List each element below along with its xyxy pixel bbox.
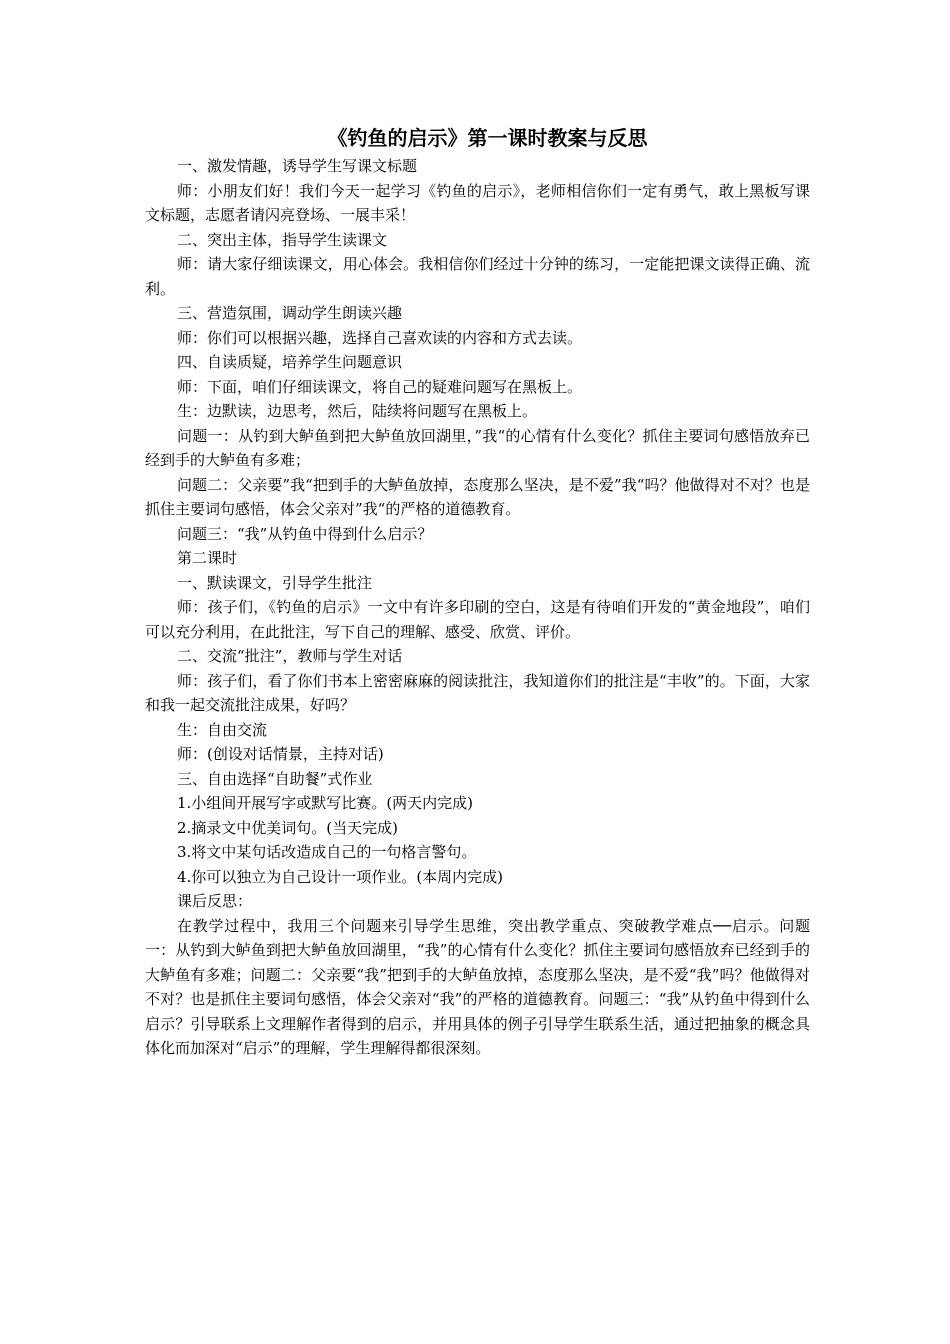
paragraph: 生：自由交流 [177, 720, 268, 739]
question-paragraph: 问题二：父亲要”我“把到手的大鲈鱼放掉，态度那么坚决，是不爱”我“吗？他做得对不对？也是抓住主要词句感悟，体会父亲对”我“的严格的道德教育。 [145, 475, 810, 518]
paragraph: 生：边默读，边思考，然后，陆续将问题写在黑板上。 [177, 402, 538, 420]
section-heading: 一、默读课文，引导学生批注 [177, 573, 373, 592]
section-heading: 二、交流“批注”，教师与学生对话 [177, 647, 403, 665]
paragraph: 师：孩子们，看了你们书本上密密麻麻的阅读批注，我知道你们的批注是“丰收”的。下面，大家和我一起交流批注成果，好吗？ [145, 671, 810, 714]
list-item: 2.摘录文中优美词句。(当天完成) [177, 818, 399, 837]
reflection-heading: 课后反思： [177, 892, 253, 910]
document-title: 《钓鱼的启示》第一课时教案与反思 [327, 126, 648, 150]
paragraph: 师：孩子们，《钓鱼的启示》一文中有许多印刷的空白，这是有待咱们开发的“黄金地段”，咱们可以充分利用，在此批注，写下自己的理解、感受、欣赏、评价。 [145, 598, 810, 641]
question-paragraph: 问题一：从钓到大鲈鱼到把大鲈鱼放回湖里，”我“的心情有什么变化？抓住主要词句感悟放弃已经到手的大鲈鱼有多难； [145, 426, 810, 469]
question-paragraph: 问题三：“我”从钓鱼中得到什么启示？ [177, 524, 433, 543]
paragraph: 师：请大家仔细读课文，用心体会。我相信你们经过十分钟的练习，一定能把课文读得正确、流利。 [145, 255, 810, 298]
section-heading: 二、突出主体，指导学生读课文 [177, 230, 388, 249]
lesson-heading: 第二课时 [177, 549, 238, 567]
list-item: 1.小组间开展写字或默写比赛。(两天内完成) [177, 794, 474, 812]
reflection-paragraph: 在教学过程中，我用三个问题来引导学生思维，突出教学重点、突破教学难点──启示。问题一：从钓到大鲈鱼到把大鲈鱼放回湖里，“我”的心情有什么变化？抓住主要词句感悟放弃已经到手的大鲈鱼有多难；问题二：父亲要“我”把到手的大鲈鱼放掉，态度那么坚决，是不爱“我”吗？他做得对不对？也是抓住主要词句感悟，体会父亲对“我”的严格的道德教育。问题三：“我”从钓鱼中得到什么启示？引导联系上文理解作者得到的启示，并用具体的例子引导学生联系生活，通过把抽象的概念具体化而加深对“启示”的理解，学生理解得都很深刻。 [145, 916, 810, 1057]
paragraph: 师：小朋友们好！我们今天一起学习《钓鱼的启示》，老师相信你们一定有勇气，敢上黑板写课文标题，志愿者请闪亮登场、一展丰采！ [145, 181, 810, 224]
document-page [145, 124, 810, 1061]
list-item: 4.你可以独立为自己设计一项作业。(本周内完成) [177, 867, 504, 886]
list-item: 3.将文中某句话改造成自己的一句格言警句。 [177, 843, 477, 861]
section-heading: 一、激发情趣，诱导学生写课文标题 [177, 157, 418, 175]
paragraph: 师：下面，咱们仔细读课文，将自己的疑难问题写在黑板上。 [177, 377, 583, 396]
section-heading: 三、营造氛围，调动学生朗读兴趣 [177, 304, 403, 322]
section-heading: 四、自读质疑，培养学生问题意识 [177, 353, 403, 371]
paragraph: 师：(创设对话情景，主持对话) [177, 745, 384, 763]
paragraph: 师：你们可以根据兴趣，选择自己喜欢读的内容和方式去读。 [177, 328, 583, 347]
section-heading: 三、自由选择“自助餐”式作业 [177, 769, 373, 788]
